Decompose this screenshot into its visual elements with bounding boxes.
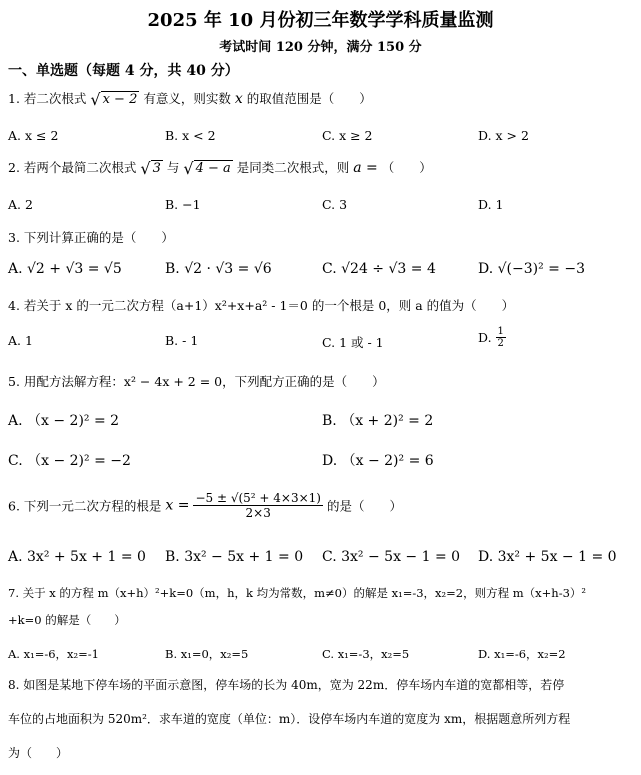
exam-info: 考试时间 120 分钟，满分 150 分 <box>219 40 422 55</box>
option-a: A. √2 + √3 = √5 <box>8 261 122 277</box>
question-5: 5. 用配方法解方程：x² − 4x + 2 = 0，下列配方正确的是（ ） <box>8 374 385 389</box>
sqrt-expression: √ 4 − a <box>183 159 231 178</box>
option-a: A. 3x² + 5x + 1 = 0 <box>8 549 146 565</box>
option-d <box>478 326 506 349</box>
sqrt-expression: √ x − 2 <box>90 90 138 109</box>
variable: x <box>234 91 243 107</box>
question-2-middle: 与 <box>166 160 180 175</box>
option-c: C. （x − 2)² = −2 <box>8 453 131 469</box>
denominator: 2 <box>497 338 504 349</box>
option-c: C. x₁=-3，x₂=5 <box>322 647 410 661</box>
equation-lhs: x = <box>165 497 190 514</box>
radicand: 3 <box>152 161 161 176</box>
option-d: D. x₁=-6，x₂=2 <box>478 647 566 661</box>
question-6-suffix: 的是（ ） <box>326 498 402 514</box>
option-b: B. （x + 2)² = 2 <box>322 413 434 429</box>
sqrt-expression: √ 3 <box>140 159 161 178</box>
question-1-prefix: 1. 若二次根式 <box>8 91 87 106</box>
question-6 <box>8 491 402 520</box>
radicand: x − 2 <box>102 92 138 107</box>
numerator: −5 ± √(5² + 4×3×1) <box>195 491 321 505</box>
option-d: D. （x − 2)² = 6 <box>322 453 434 469</box>
question-7-line-1: 7. 关于 x 的方程 m（x+h）²+k=0（m，h，k 均为常数，m≠0）的解是 x₁=-3，x₂=2，则方程 m（x+h-3）² <box>8 586 587 600</box>
question-1-suffix: 的取值范围是（ ） <box>246 91 372 106</box>
question-1 <box>8 89 372 109</box>
question-8-line-1: 8. 如图是某地下停车场的平面示意图，停车场的长为 40m，宽为 22m．停车场内车道的宽都相等，若停 <box>8 678 565 692</box>
radicand: 4 − a <box>195 161 231 176</box>
question-3: 3. 下列计算正确的是（ ） <box>8 230 174 245</box>
root-formula <box>193 491 323 520</box>
question-6-prefix: 6. 下列一元二次方程的根是 <box>8 498 162 514</box>
option-a: A. 1 <box>8 333 33 348</box>
option-c: C. √24 ÷ √3 = 4 <box>322 261 436 277</box>
option-a: A. （x − 2)² = 2 <box>8 413 120 429</box>
page-title: 2025 年 10 月份初三年数学学科质量监测 <box>147 10 494 31</box>
option-b: B. x < 2 <box>165 128 216 143</box>
option-b: B. −1 <box>165 197 201 212</box>
question-2-suffix: 是同类二次根式，则 <box>236 160 350 175</box>
section-heading: 一、单选题（每题 4 分，共 40 分） <box>8 63 239 79</box>
option-d-label: D. <box>478 330 492 345</box>
option-c: C. 3x² − 5x − 1 = 0 <box>322 549 461 565</box>
option-a: A. x ≤ 2 <box>8 128 59 143</box>
numerator: 1 <box>497 326 504 337</box>
fraction <box>496 326 506 349</box>
option-d: D. √(−3)² = −3 <box>478 261 585 277</box>
option-c: C. x ≥ 2 <box>322 128 373 143</box>
option-c: C. 3 <box>322 197 348 212</box>
option-a: A. 2 <box>8 197 33 212</box>
question-2 <box>8 158 432 178</box>
question-7-line-2: +k=0 的解是（ ） <box>8 613 126 627</box>
option-d: D. 3x² + 5x − 1 = 0 <box>478 549 617 565</box>
option-d: D. x > 2 <box>478 128 529 143</box>
option-b: B. - 1 <box>165 333 199 348</box>
question-8-line-2: 车位的占地面积为 520m²．求车道的宽度（单位：m）．设停车场内车道的宽度为 xm，根据题意所列方程 <box>8 712 571 726</box>
option-a: A. x₁=-6，x₂=-1 <box>8 647 99 661</box>
option-b: B. x₁=0，x₂=5 <box>165 647 249 661</box>
question-2-tail: （ ） <box>381 160 432 175</box>
question-4: 4. 若关于 x 的一元二次方程（a+1）x²+x+a² - 1＝0 的一个根是 0，则 a 的值为（ ） <box>8 298 515 313</box>
question-8-line-3: 为（ ） <box>8 746 69 760</box>
option-d: D. 1 <box>478 197 504 212</box>
option-b: B. √2 · √3 = √6 <box>165 261 272 277</box>
denominator: 2×3 <box>245 506 271 520</box>
option-b: B. 3x² − 5x + 1 = 0 <box>165 549 304 565</box>
equation: a = <box>353 160 378 176</box>
option-c: C. 1 或 - 1 <box>322 335 384 350</box>
question-2-prefix: 2. 若两个最简二次根式 <box>8 160 137 175</box>
question-1-middle: 有意义，则实数 <box>143 91 231 106</box>
